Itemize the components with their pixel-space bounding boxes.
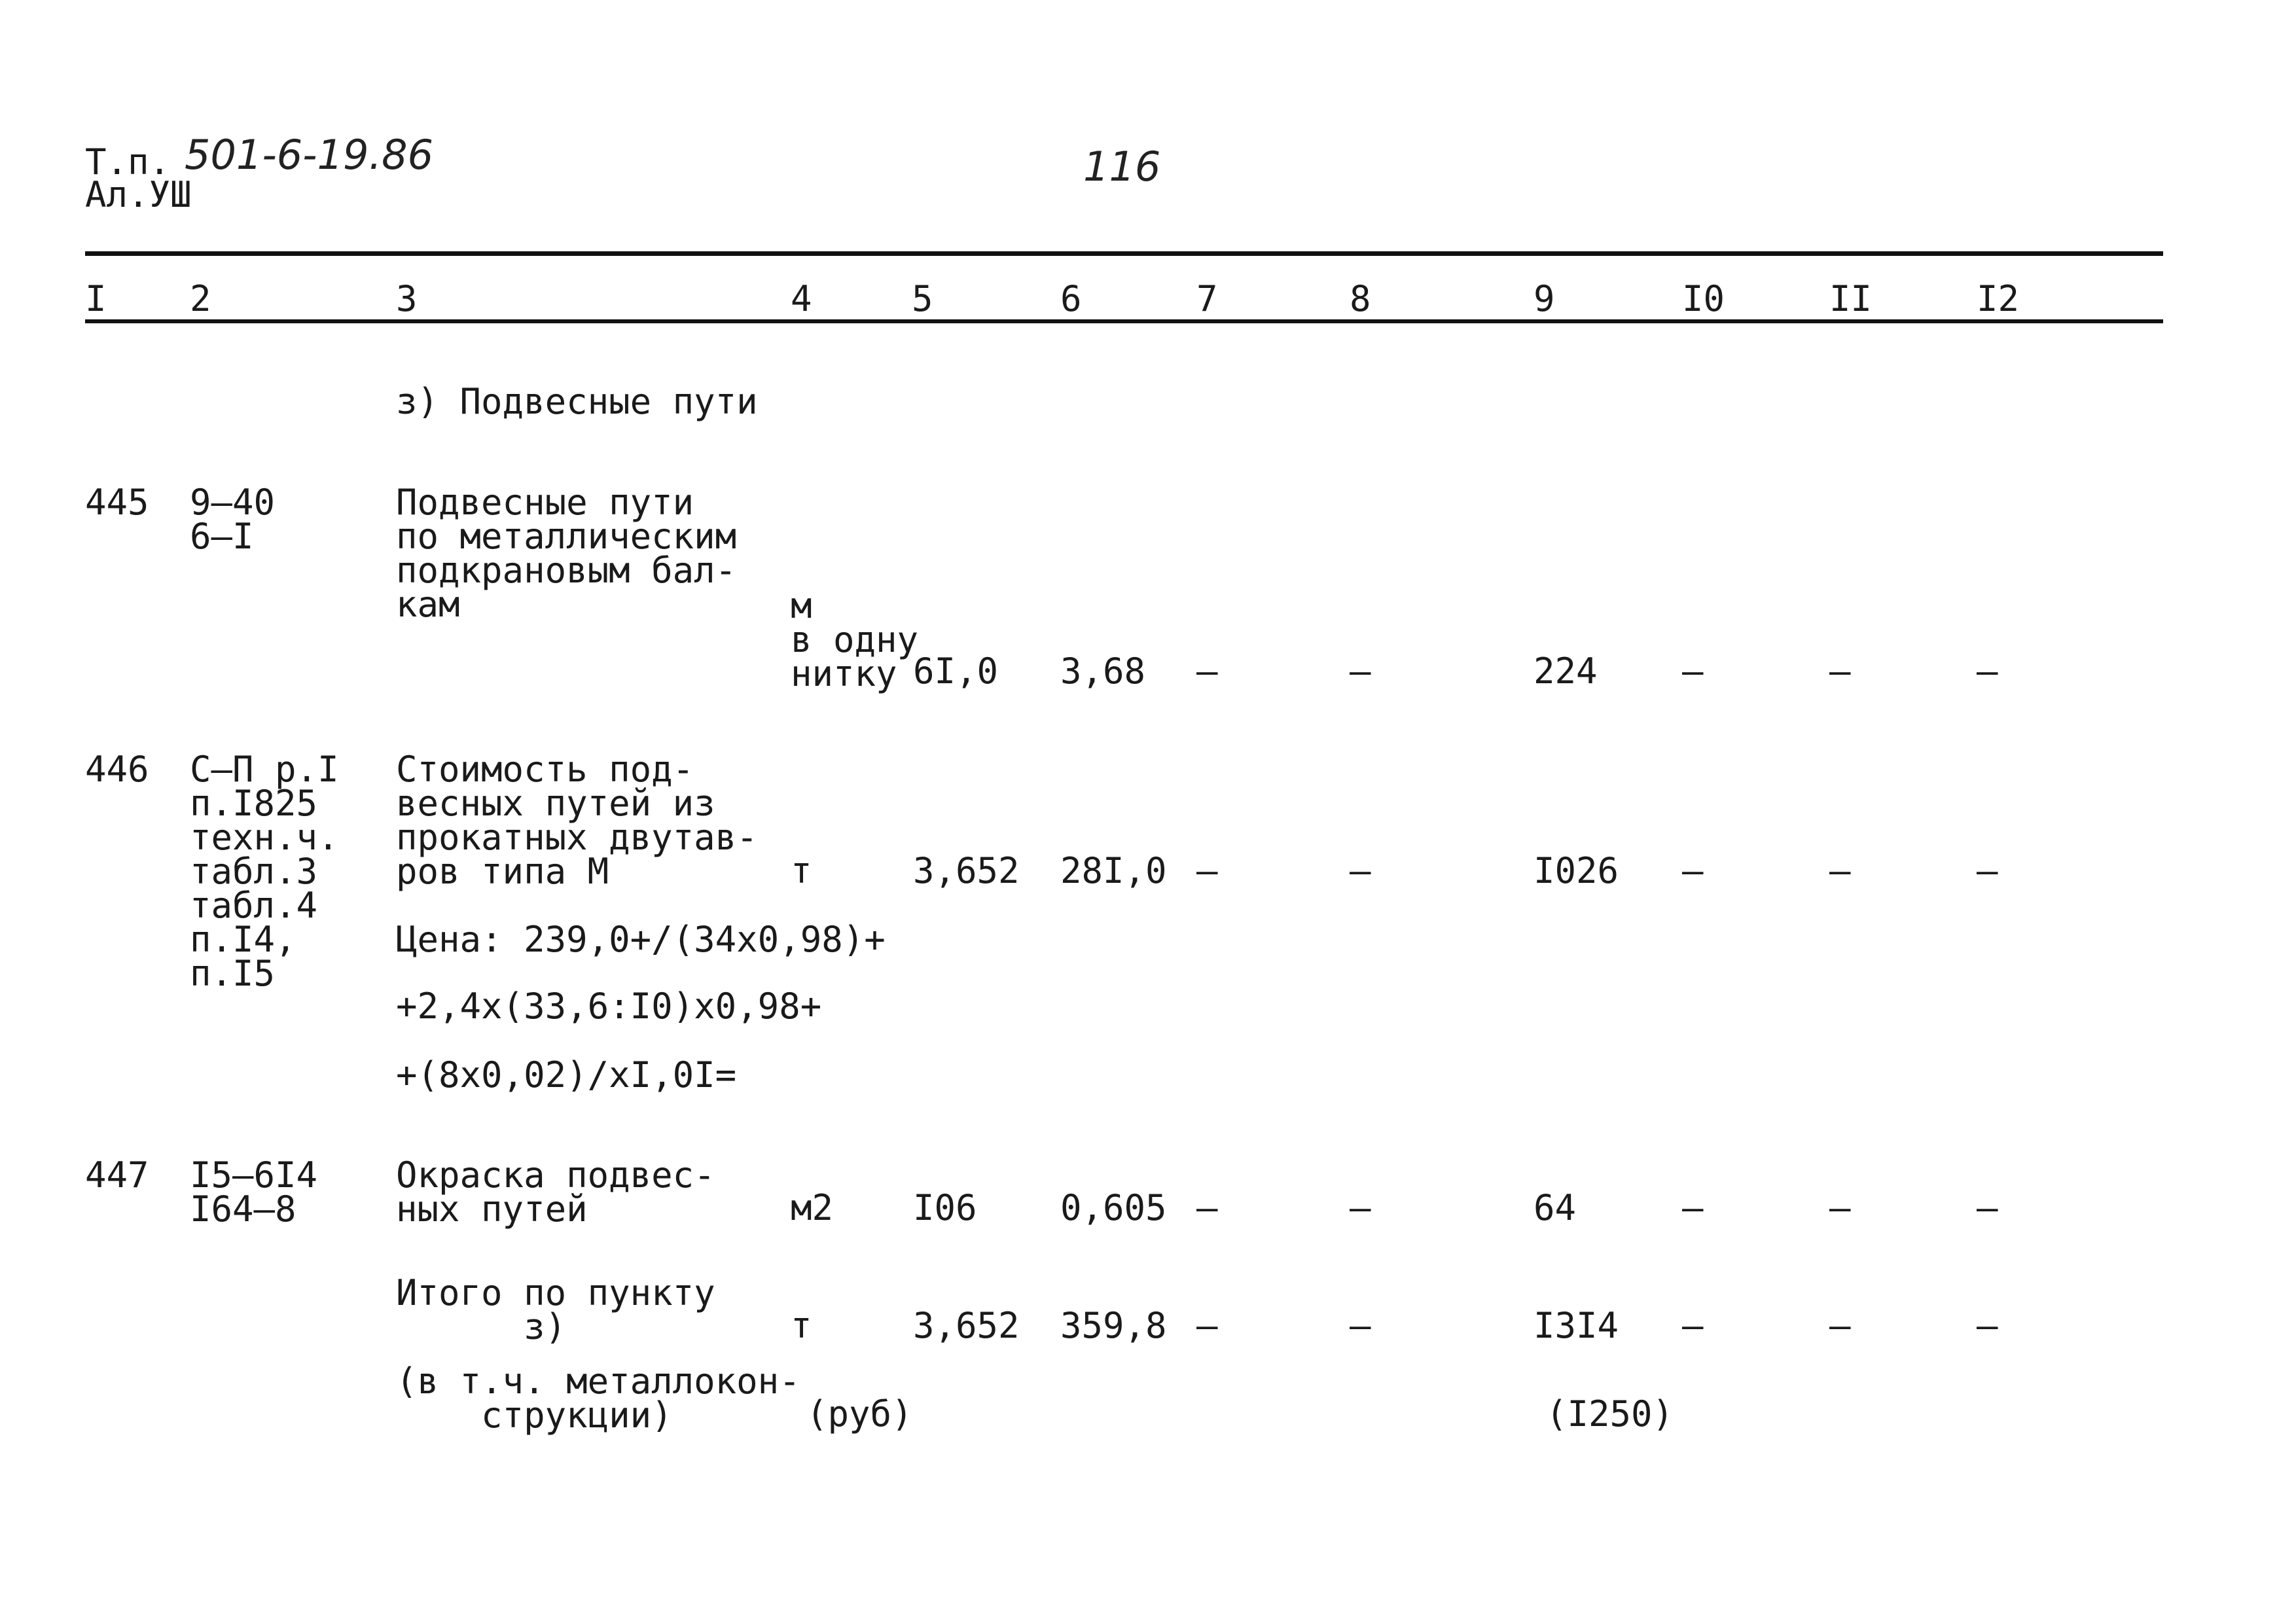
row-446-code: С–П р.I п.I825 техн.ч. табл.3 табл.4 п.I4, п.I5: [190, 749, 339, 994]
total-c7: –: [1196, 1305, 1218, 1346]
row-445-desc: Подвесные пути по металлическим подкрановым бал- кам: [396, 482, 737, 625]
col-header-2: 2: [190, 278, 211, 319]
row-446-num: 446: [85, 749, 149, 790]
row-447-c11: –: [1829, 1187, 1851, 1228]
row-445-c9: 224: [1534, 651, 1598, 692]
row-445-price: 3,68: [1060, 651, 1146, 692]
col-header-12: I2: [1977, 278, 2020, 319]
col-header-11: II: [1829, 278, 1873, 319]
row-447-c12: –: [1977, 1187, 1998, 1228]
row-445-c10: –: [1682, 651, 1704, 692]
row-446-qty: 3,652: [913, 850, 1020, 891]
row-446-unit: т: [791, 850, 812, 891]
row-447-desc: Окраска подвес- ных путей: [396, 1154, 715, 1230]
row-446-desc: Стоимость под- весных путей из прокатных двутав- ров типа М: [396, 749, 758, 892]
col-header-7: 7: [1196, 278, 1218, 319]
row-446-c8: –: [1350, 850, 1371, 891]
col-header-5: 5: [912, 278, 933, 319]
row-446-formula-1: Цена: 239,0+/(34х0,98)+: [396, 919, 886, 960]
incl-label: (в т.ч. металлокон- струкции): [396, 1361, 800, 1436]
row-445-c11: –: [1829, 651, 1851, 692]
total-label: Итого по пункту з): [396, 1272, 715, 1347]
row-445-qty: 6I,0: [913, 651, 999, 692]
row-447-c10: –: [1682, 1187, 1704, 1228]
col-header-3: 3: [396, 278, 418, 319]
row-447-c8: –: [1350, 1187, 1371, 1228]
total-qty: 3,652: [913, 1305, 1020, 1346]
page-number: 116: [1083, 143, 1161, 190]
total-c8: –: [1350, 1305, 1371, 1346]
row-446-c9: I026: [1534, 850, 1619, 891]
total-c9: I3I4: [1534, 1305, 1619, 1346]
col-header-8: 8: [1350, 278, 1371, 319]
total-unit: т: [791, 1305, 812, 1346]
row-447-num: 447: [85, 1154, 149, 1196]
doc-prefix-line2: Ал.УШ: [85, 174, 192, 215]
row-446-c12: –: [1977, 850, 1998, 891]
total-c11: –: [1829, 1305, 1851, 1346]
incl-c9: (I250): [1546, 1393, 1674, 1435]
row-446-formula-2: +2,4х(33,6:I0)х0,98+: [396, 986, 822, 1027]
row-446-price: 28I,0: [1060, 850, 1167, 891]
col-header-10: I0: [1682, 278, 1725, 319]
row-445-c12: –: [1977, 651, 1998, 692]
header-rule: [85, 319, 2163, 323]
col-header-4: 4: [791, 278, 812, 319]
row-445-code: 9–40 6–I: [190, 482, 276, 557]
total-price: 359,8: [1060, 1305, 1167, 1346]
col-header-1: I: [85, 278, 107, 319]
row-446-c11: –: [1829, 850, 1851, 891]
row-447-price: 0,605: [1060, 1187, 1167, 1228]
row-445-num: 445: [85, 482, 149, 523]
row-445-c8: –: [1350, 651, 1371, 692]
row-445-c7: –: [1196, 651, 1218, 692]
row-447-qty: I06: [913, 1187, 977, 1228]
incl-unit: (руб): [806, 1393, 913, 1435]
project-number: 501-6-19.86: [185, 131, 434, 179]
row-447-c7: –: [1196, 1187, 1218, 1228]
total-c12: –: [1977, 1305, 1998, 1346]
total-c10: –: [1682, 1305, 1704, 1346]
col-header-9: 9: [1534, 278, 1555, 319]
doc-prefix-line1: Т.п.: [85, 141, 171, 183]
row-446-formula-3: +(8х0,02)/хI,0I=: [396, 1054, 737, 1096]
top-rule: [85, 251, 2163, 256]
row-446-c7: –: [1196, 850, 1218, 891]
row-447-code: I5–6I4 I64–8: [190, 1154, 318, 1230]
row-447-unit: м2: [791, 1187, 834, 1228]
row-446-c10: –: [1682, 850, 1704, 891]
row-445-unit: м в одну нитку: [791, 585, 919, 694]
row-447-c9: 64: [1534, 1187, 1577, 1228]
col-header-6: 6: [1060, 278, 1082, 319]
section-title: з) Подвесные пути: [396, 381, 758, 422]
